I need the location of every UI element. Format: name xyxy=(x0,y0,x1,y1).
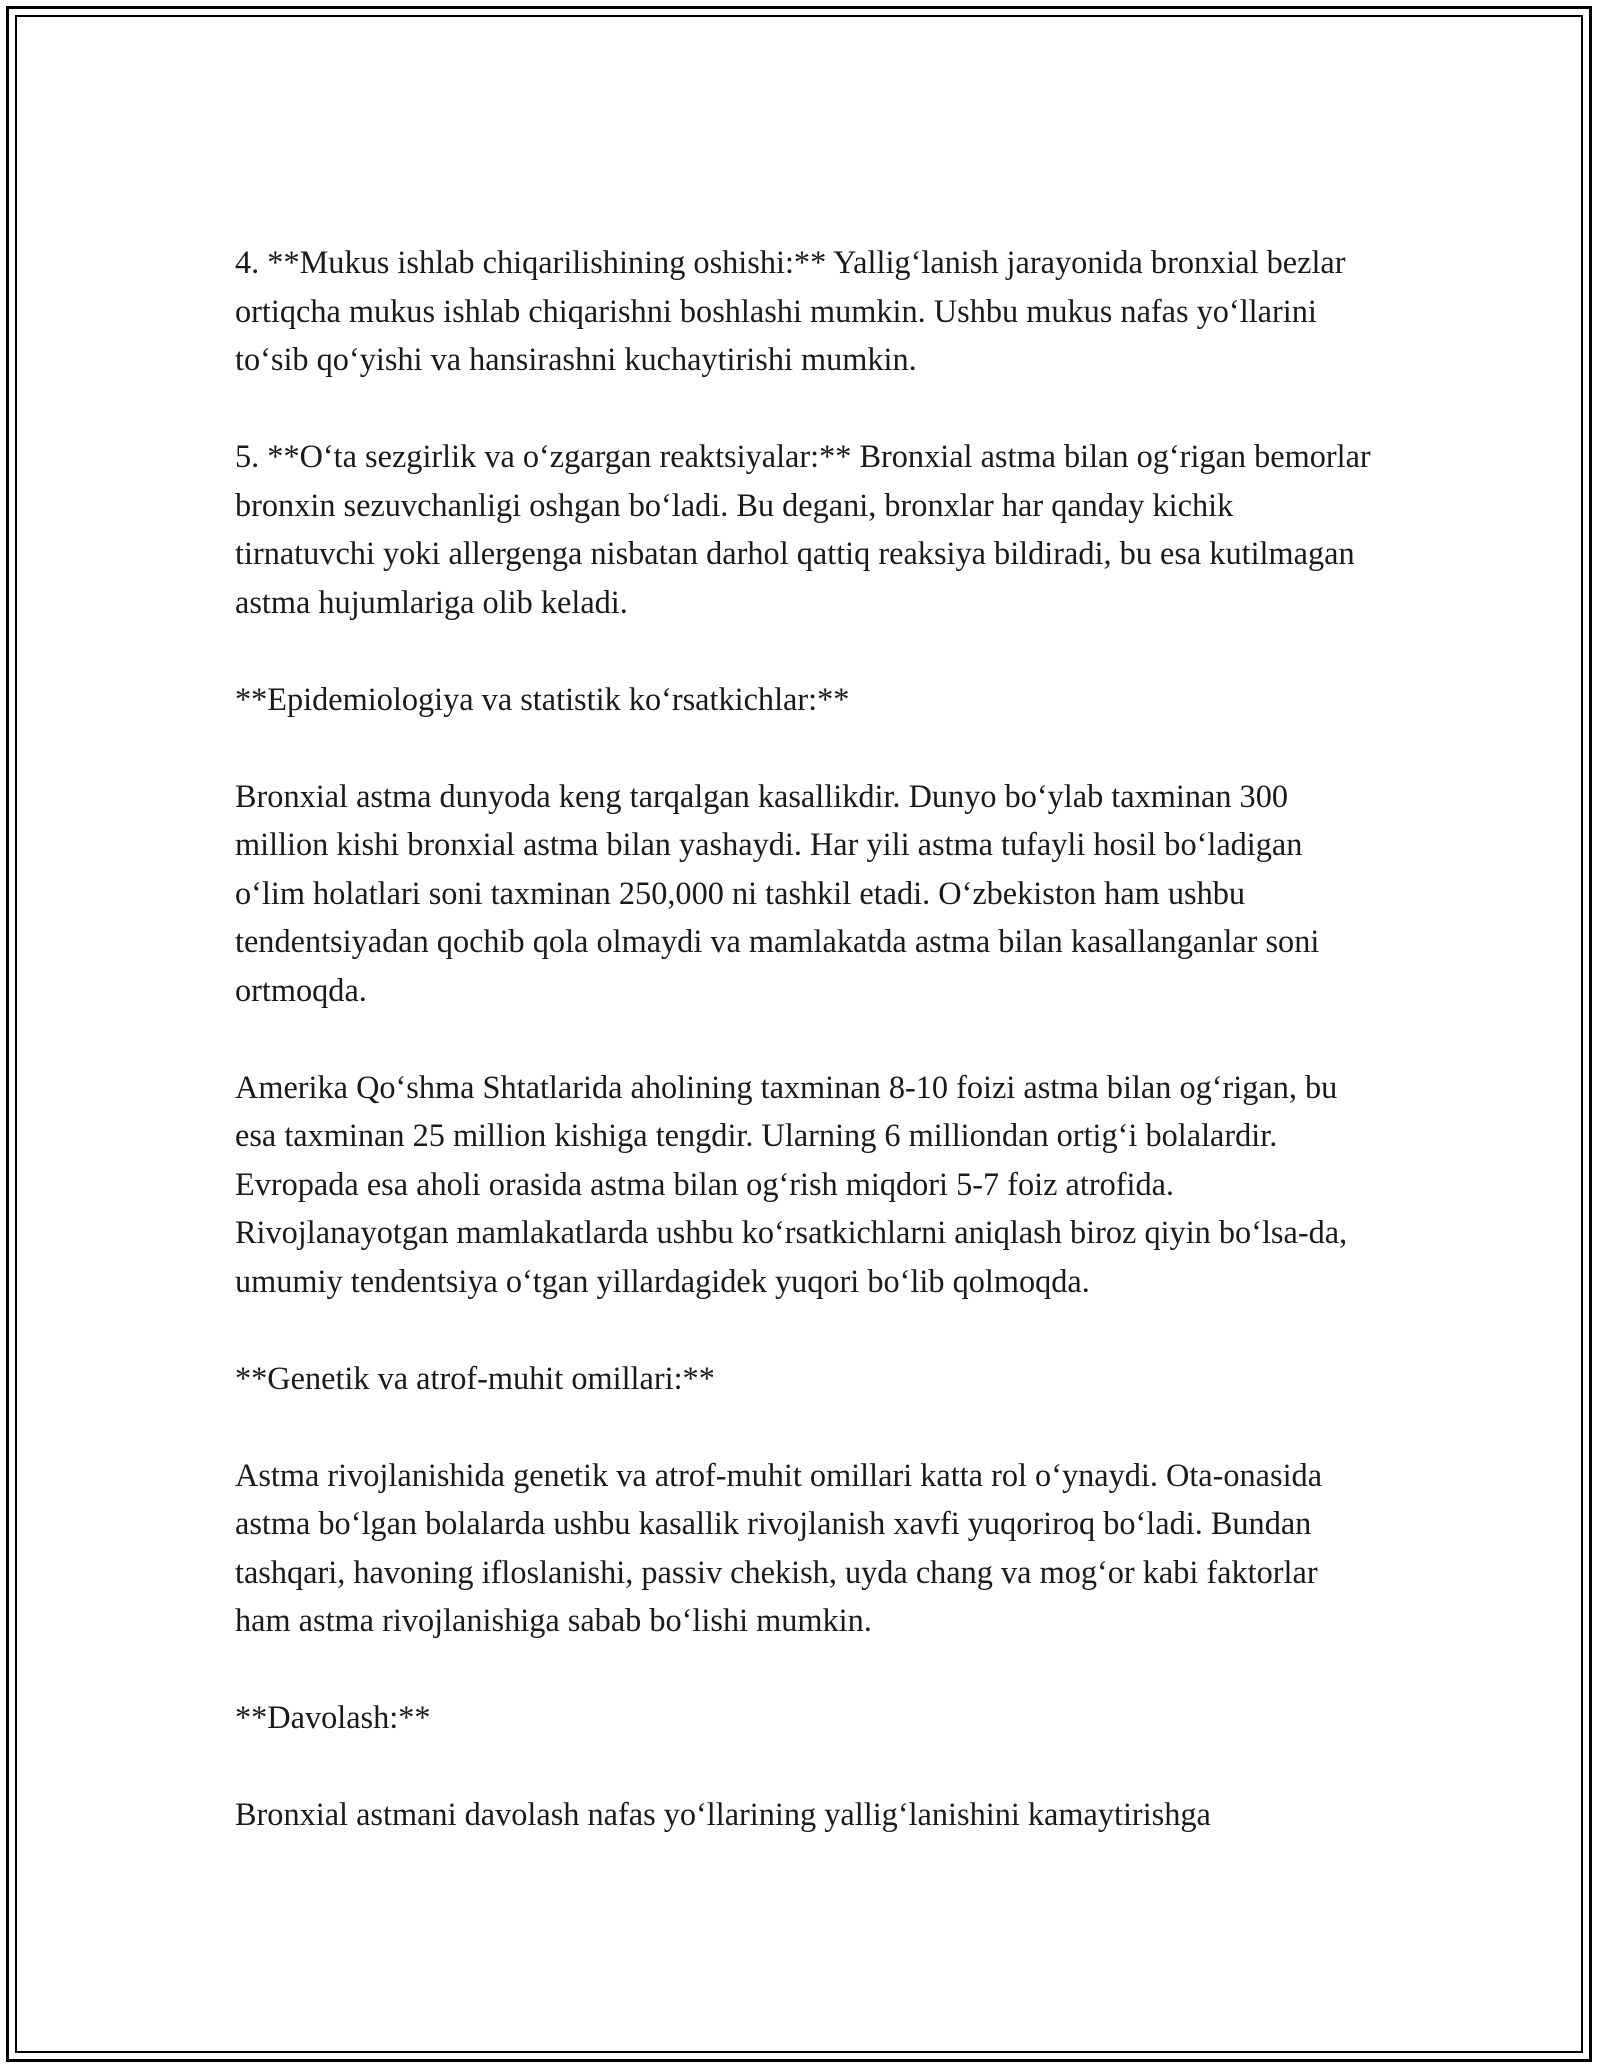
heading-epidemiology: **Epidemiologiya va statistik ko‘rsatkichlar:** xyxy=(235,680,850,717)
document-body xyxy=(235,238,1375,1839)
paragraph-world-statistics: Bronxial astma dunyoda keng tarqalgan kasallikdir. Dunyo bo‘ylab taxminan 300 million kishi bronxial astma bilan yashaydi. Har yili astma tufayli hosil bo‘ladigan o‘lim holatlari soni taxminan 250,000 ni tashkil etadi. O‘zbekiston ham ushbu tendentsiyadan qochib qola olmaydi va mamlakatda astma bilan kasallanganlar soni ortmoqda. xyxy=(235,777,1320,1008)
paragraph-mucus-production: 4. **Mukus ishlab chiqarilishining oshishi:** Yallig‘lanish jarayonida bronxial bezlar ortiqcha mukus ishlab chiqarishni boshlashi mumkin. Ushbu mukus nafas yo‘llarini to‘sib qo‘yishi va hansirashni kuchaytirishi mumkin. xyxy=(235,244,1346,377)
paragraph-usa-europe-statistics: Amerika Qo‘shma Shtatlarida aholining taxminan 8-10 foizi astma bilan og‘rigan, bu esa taxminan 25 million kishiga tengdir. Ularning 6 milliondan ortig‘i bolalardir. Evropada esa aholi orasida astma bilan og‘rish miqdori 5-7 foiz atrofida. Rivojlanayotgan mamlakatlarda ushbu ko‘rsatkichlarni aniqlash biroz qiyin bo‘lsa-da, umumiy tendentsiya o‘tgan yillardagidek yuqori bo‘lib qolmoqda. xyxy=(235,1068,1348,1299)
heading-treatment: **Davolash:** xyxy=(235,1699,431,1735)
heading-genetic-environmental: **Genetik va atrof-muhit omillari:** xyxy=(235,1359,715,1396)
paragraph-genetic-environmental: Astma rivojlanishida genetik va atrof-muhit omillari katta rol o‘ynaydi. Ota-onasida astma bo‘lgan bolalarda ushbu kasallik rivojlanish xavfi yuqoriroq bo‘ladi. Bundan tashqari, havoning ifloslanishi, passiv chekish, uyda chang va mog‘or kabi faktorlar ham astma rivojlanishiga sabab bo‘lishi mumkin. xyxy=(235,1456,1323,1638)
paragraph-treatment: Bronxial astmani davolash nafas yo‘llarining yallig‘lanishini kamaytirishga xyxy=(235,1796,1211,1832)
paragraph-hypersensitivity: 5. **O‘ta sezgirlik va o‘zgargan reaktsiyalar:** Bronxial astma bilan og‘rigan bemorlar bronxin sezuvchanligi oshgan bo‘ladi. Bu degani, bronxlar har qanday kichik tirnatuvchi yoki allergenga nisbatan darhol qattiq reaksiya bildiradi, bu esa kutilmagan astma hujumlariga olib keladi. xyxy=(235,438,1371,620)
